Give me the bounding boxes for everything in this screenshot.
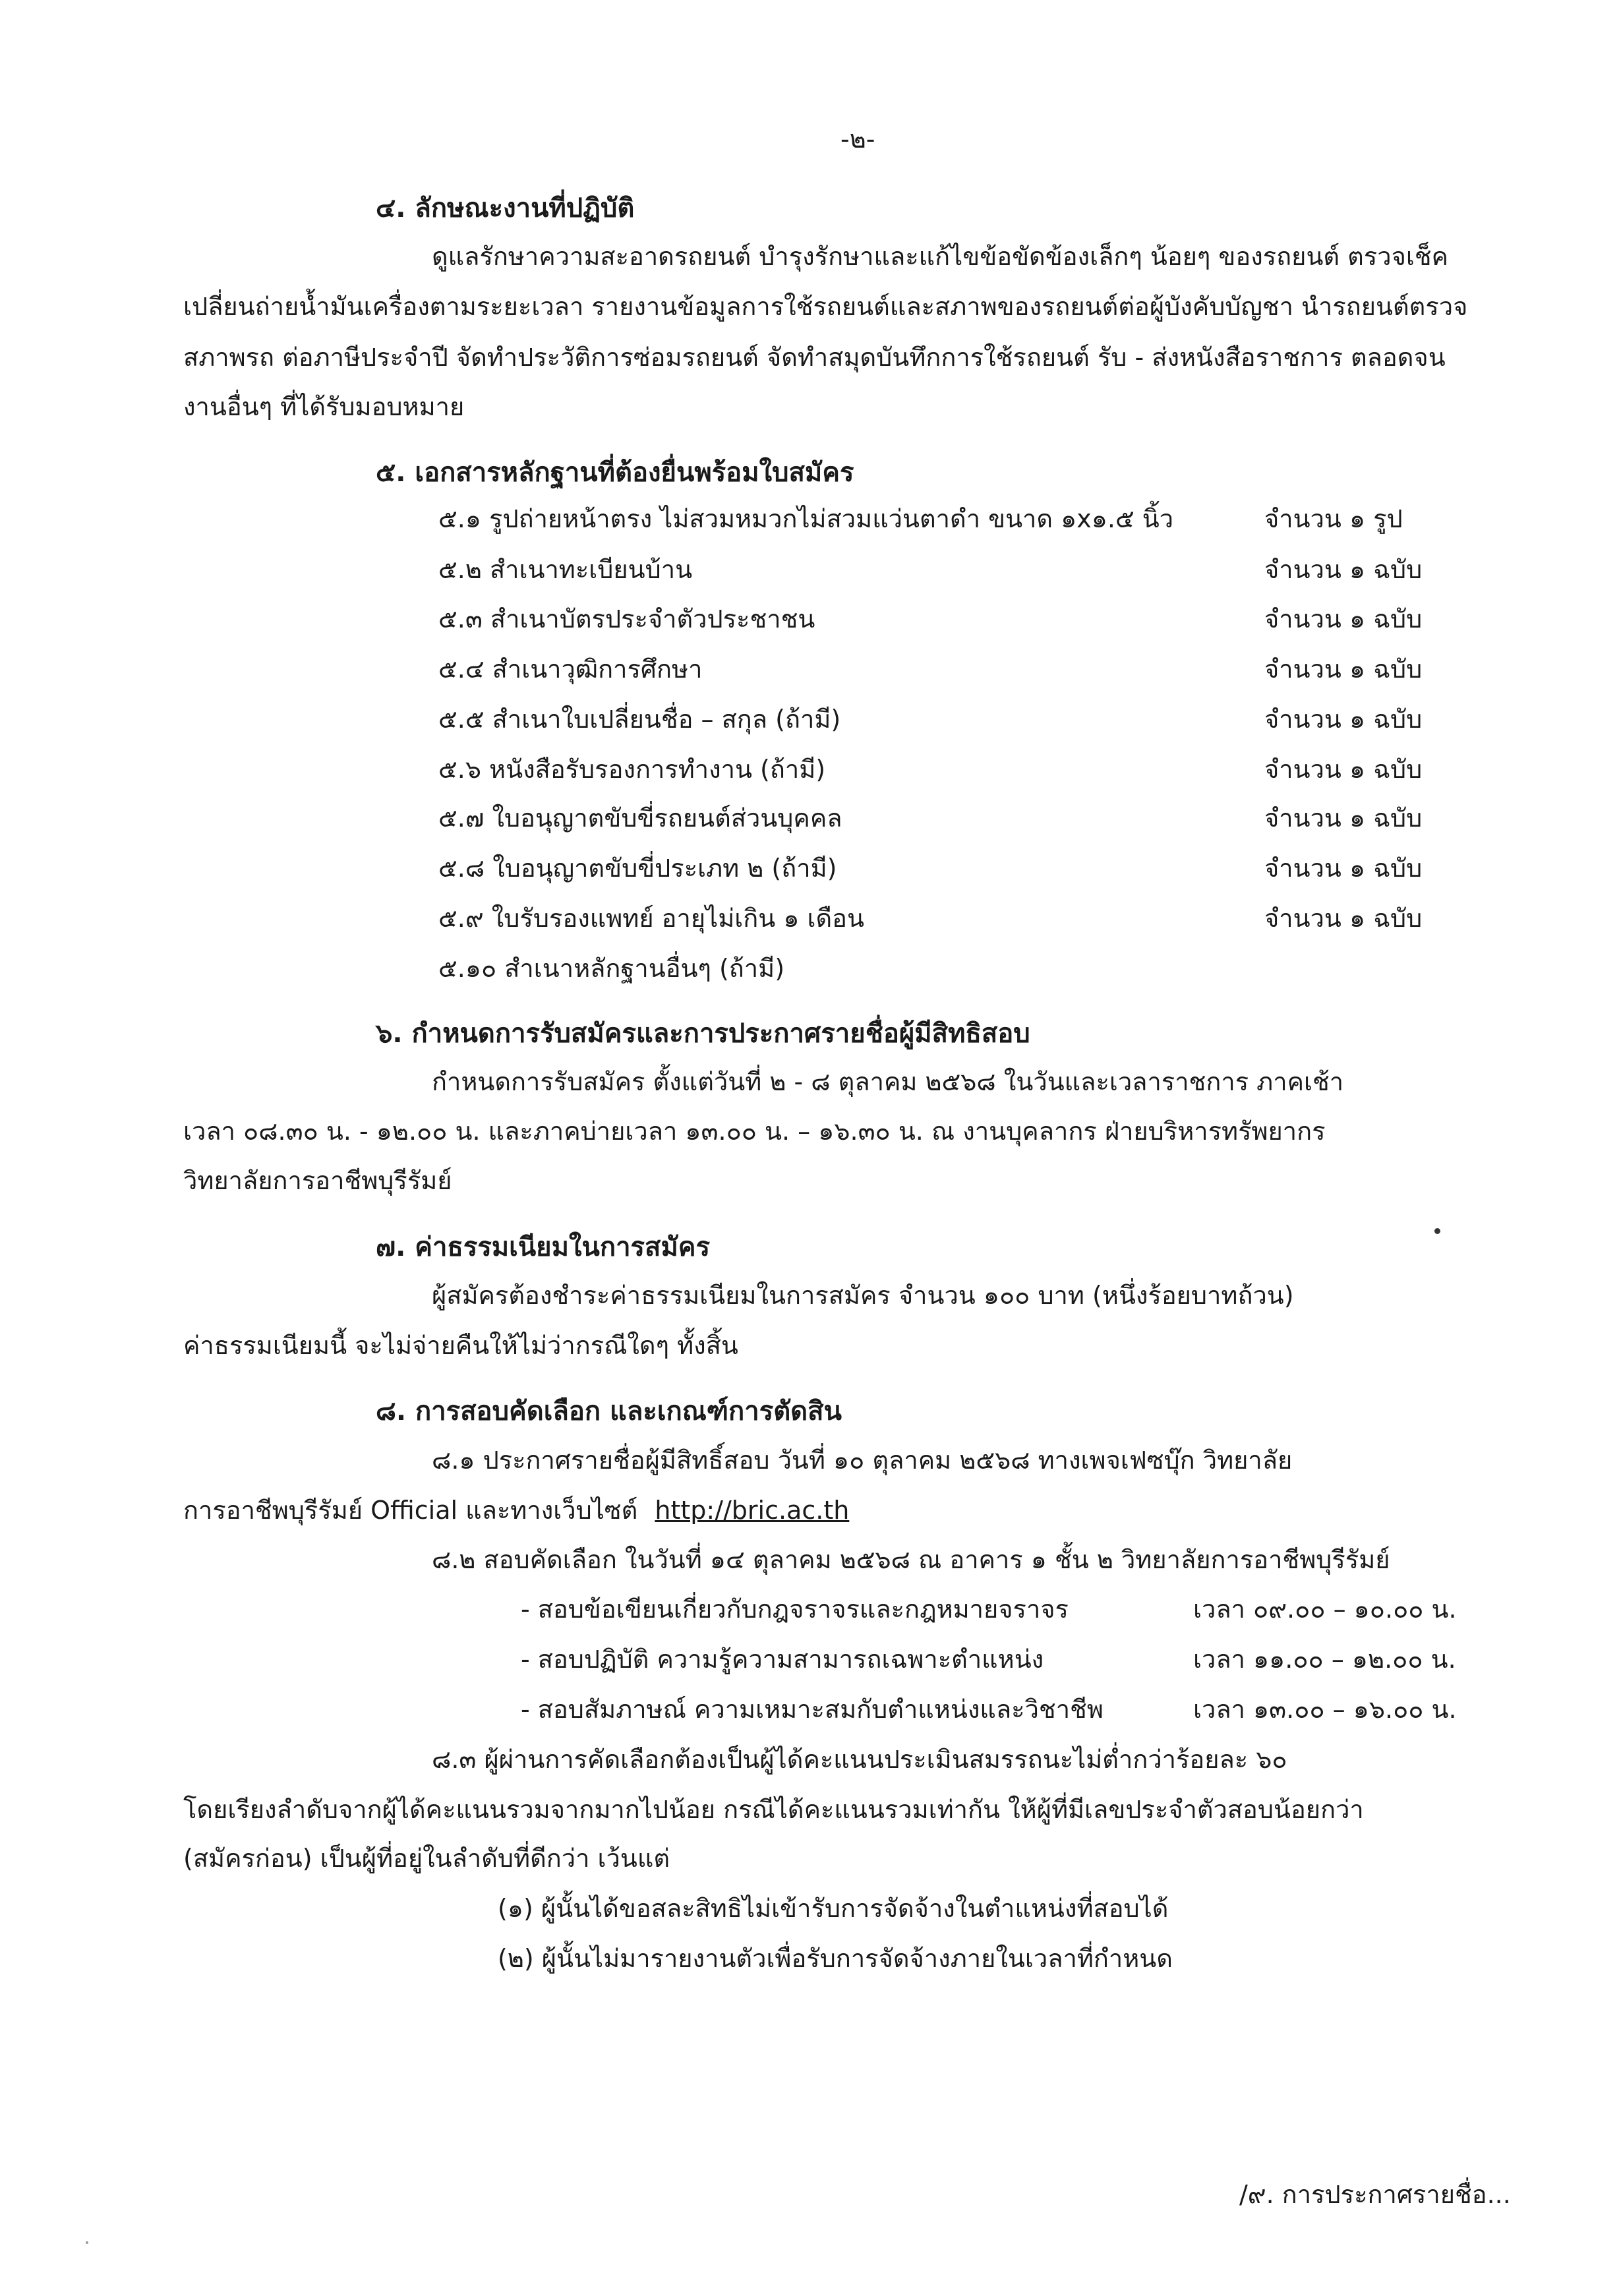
doc-quantity: จำนวน ๑ ฉบับ xyxy=(1264,904,1423,933)
doc-item: ๕.๖ หนังสือรับรองการทำงาน (ถ้ามี) xyxy=(438,755,826,784)
section-8-1-text: การอาชีพบุรีรัมย์ Official และทางเว็บไซต์ xyxy=(183,1496,638,1525)
section-6-line: กำหนดการรับสมัคร ตั้งแต่วันที่ ๒ - ๘ ตุลาคม ๒๕๖๘ ในวันและเวลาราชการ ภาคเช้า xyxy=(432,1067,1344,1096)
scan-speck xyxy=(1434,1228,1440,1234)
doc-quantity: จำนวน ๑ ฉบับ xyxy=(1264,604,1423,633)
section-8-3-line: โดยเรียงลำดับจากผู้ได้คะแนนรวมจากมากไปน้อย กรณีได้คะแนนรวมเท่ากัน ให้ผู้ที่มีเลขประจำตัวสอบน้อยกว่า xyxy=(183,1795,1364,1824)
scan-speck xyxy=(86,2241,88,2244)
section-4-line: เปลี่ยนถ่ายน้ำมันเครื่องตามระยะเวลา รายงานข้อมูลการใช้รถยนต์และสภาพของรถยนต์ต่อผู้บังคับบัญชา นำรถยนต์ตรวจ xyxy=(183,292,1468,321)
exam-item: - สอบสัมภาษณ์ ความเหมาะสมกับตำแหน่งและวิชาชีพ xyxy=(521,1695,1104,1724)
section-8-heading: ๘. การสอบคัดเลือก และเกณฑ์การตัดสิน xyxy=(376,1396,842,1427)
section-7-line: ผู้สมัครต้องชำระค่าธรรมเนียมในการสมัคร จำนวน ๑๐๐ บาท (หนึ่งร้อยบาทถ้วน) xyxy=(432,1281,1294,1310)
section-4-line: งานอื่นๆ ที่ได้รับมอบหมาย xyxy=(183,392,465,421)
website-link[interactable]: http://bric.ac.th xyxy=(655,1496,850,1525)
continuation-note: /๙. การประกาศรายชื่อ... xyxy=(1239,2180,1511,2209)
section-6-line: เวลา ๐๘.๓๐ น. - ๑๒.๐๐ น. และภาคบ่ายเวลา ๑๓.๐๐ น. – ๑๖.๓๐ น. ณ งานบุคลากร ฝ่ายบริหารทรัพยากร xyxy=(183,1117,1326,1146)
doc-quantity: จำนวน ๑ ฉบับ xyxy=(1264,755,1423,784)
section-4-line: สภาพรถ ต่อภาษีประจำปี จัดทำประวัติการซ่อมรถยนต์ จัดทำสมุดบันทึกการใช้รถยนต์ รับ - ส่งหนังสือราชการ ตลอดจน xyxy=(183,343,1446,372)
doc-quantity: จำนวน ๑ ฉบับ xyxy=(1264,804,1423,833)
doc-item: ๕.๓ สำเนาบัตรประจำตัวประชาชน xyxy=(438,604,815,633)
doc-item: ๕.๒ สำเนาทะเบียนบ้าน xyxy=(438,555,693,584)
doc-item: ๕.๑ รูปถ่ายหน้าตรง ไม่สวมหมวกไม่สวมแว่นตาดำ ขนาด ๑x๑.๕ นิ้ว xyxy=(438,504,1174,533)
exam-time: เวลา ๐๙.๐๐ – ๑๐.๐๐ น. xyxy=(1193,1595,1457,1624)
section-7-line: ค่าธรรมเนียมนี้ จะไม่จ่ายคืนให้ไม่ว่ากรณีใดๆ ทั้งสิ้น xyxy=(183,1331,738,1360)
doc-quantity: จำนวน ๑ รูป xyxy=(1264,504,1403,533)
section-8-1-line xyxy=(183,1498,849,1523)
section-6-line: วิทยาลัยการอาชีพบุรีรัมย์ xyxy=(183,1166,452,1195)
doc-quantity: จำนวน ๑ ฉบับ xyxy=(1264,705,1423,734)
doc-item: ๕.๘ ใบอนุญาตขับขี่ประเภท ๒ (ถ้ามี) xyxy=(438,854,837,883)
section-8-1-line: ๘.๑ ประกาศรายชื่อผู้มีสิทธิ์สอบ วันที่ ๑๐ ตุลาคม ๒๕๖๘ ทางเพจเฟซบุ๊ก วิทยาลัย xyxy=(432,1446,1293,1475)
exception-item: (๑) ผู้นั้นได้ขอสละสิทธิไม่เข้ารับการจัดจ้างในตำแหน่งที่สอบได้ xyxy=(498,1894,1169,1923)
doc-quantity: จำนวน ๑ ฉบับ xyxy=(1264,655,1423,684)
doc-item: ๕.๔ สำเนาวุฒิการศึกษา xyxy=(438,655,703,684)
exception-item: (๒) ผู้นั้นไม่มารายงานตัวเพื่อรับการจัดจ้างภายในเวลาที่กำหนด xyxy=(498,1944,1173,1973)
doc-item: ๕.๙ ใบรับรองแพทย์ อายุไม่เกิน ๑ เดือน xyxy=(438,904,864,933)
section-8-3-line: (สมัครก่อน) เป็นผู้ที่อยู่ในลำดับที่ดีกว่า เว้นแต่ xyxy=(183,1844,670,1873)
doc-item: ๕.๗ ใบอนุญาตขับขี่รถยนต์ส่วนบุคคล xyxy=(438,804,842,833)
section-7-heading: ๗. ค่าธรรมเนียมในการสมัคร xyxy=(376,1232,711,1262)
doc-item: ๕.๕ สำเนาใบเปลี่ยนชื่อ – สกุล (ถ้ามี) xyxy=(438,705,841,734)
section-4-heading: ๔. ลักษณะงานที่ปฏิบัติ xyxy=(376,193,635,223)
doc-item: ๕.๑๐ สำเนาหลักฐานอื่นๆ (ถ้ามี) xyxy=(438,954,785,983)
doc-quantity: จำนวน ๑ ฉบับ xyxy=(1264,555,1423,584)
exam-time: เวลา ๑๑.๐๐ – ๑๒.๐๐ น. xyxy=(1193,1645,1456,1674)
page-number: -๒- xyxy=(840,125,875,154)
exam-item: - สอบข้อเขียนเกี่ยวกับกฎจราจรและกฎหมายจราจร xyxy=(521,1595,1069,1624)
section-8-3-line: ๘.๓ ผู้ผ่านการคัดเลือกต้องเป็นผู้ได้คะแนนประเมินสมรรถนะไม่ต่ำกว่าร้อยละ ๖๐ xyxy=(432,1745,1287,1774)
section-4-line: ดูแลรักษาความสะอาดรถยนต์ บำรุงรักษาและแก้ไขข้อขัดข้องเล็กๆ น้อยๆ ของรถยนต์ ตรวจเช็ค xyxy=(432,242,1449,271)
exam-item: - สอบปฏิบัติ ความรู้ความสามารถเฉพาะตำแหน่ง xyxy=(521,1645,1044,1674)
exam-time: เวลา ๑๓.๐๐ – ๑๖.๐๐ น. xyxy=(1193,1695,1457,1724)
section-6-heading: ๖. กำหนดการรับสมัครและการประกาศรายชื่อผู้มีสิทธิสอบ xyxy=(376,1018,1030,1049)
section-5-heading: ๕. เอกสารหลักฐานที่ต้องยื่นพร้อมใบสมัคร xyxy=(376,457,854,488)
doc-quantity: จำนวน ๑ ฉบับ xyxy=(1264,854,1423,883)
section-8-2-line: ๘.๒ สอบคัดเลือก ในวันที่ ๑๔ ตุลาคม ๒๕๖๘ ณ อาคาร ๑ ชั้น ๒ วิทยาลัยการอาชีพบุรีรัมย์ xyxy=(432,1545,1390,1574)
